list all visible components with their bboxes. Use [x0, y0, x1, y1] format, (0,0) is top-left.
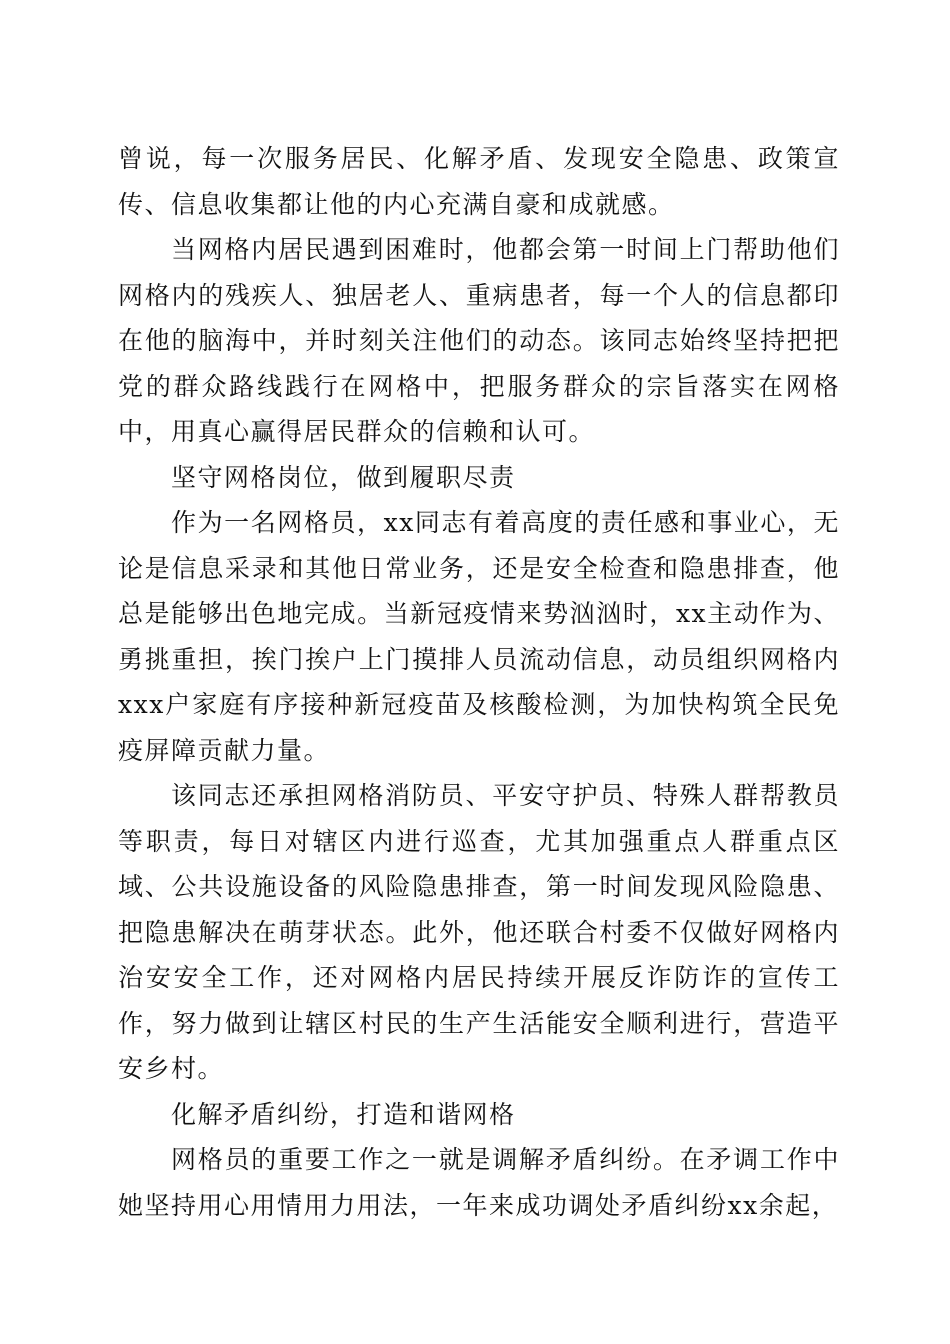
paragraph: 网格员的重要工作之一就是调解矛盾纠纷。在矛调工作中她坚持用心用情用力用法，一年来成功调处矛盾纠纷xx余起， [118, 1145, 840, 1220]
paragraph: 当网格内居民遇到困难时，他都会第一时间上门帮助他们网格内的残疾人、独居老人、重病患者，每一个人的信息都印在他的脑海中，并时刻关注他们的动态。该同志始终坚持把把党的群众路线践行在网格中，把服务群众的宗旨落实在网格中，用真心赢得居民群众的信赖和认可。 [118, 235, 840, 446]
section-heading: 化解矛盾纠纷，打造和谐网格 [171, 1099, 516, 1129]
paragraph: 该同志还承担网格消防员、平安守护员、特殊人群帮教员等职责，每日对辖区内进行巡查，尤其加强重点人群重点区域、公共设施设备的风险隐患排查，第一时间发现风险隐患、把隐患解决在萌芽状态。此外，他还联合村委不仅做好网格内治安安全工作，还对网格内居民持续开展反诈防诈的宣传工作，努力做到让辖区村民的生产生活能安全顺利进行，营造平安乡村。 [118, 781, 840, 1083]
paragraph-continuation: 曾说，每一次服务居民、化解矛盾、发现安全隐患、政策宣传、信息收集都让他的内心充满自豪和成就感。 [118, 144, 840, 219]
section-heading: 坚守网格岗位，做到履职尽责 [171, 462, 516, 492]
document-body [118, 136, 840, 1228]
paragraph: 作为一名网格员，xx同志有着高度的责任感和事业心，无论是信息采录和其他日常业务，还是安全检查和隐患排查，他总是能够出色地完成。当新冠疫情来势汹汹时，xx主动作为、勇挑重担，挨门挨户上门摸排人员流动信息，动员组织网格内xxx户家庭有序接种新冠疫苗及核酸检测，为加快构筑全民免疫屏障贡献力量。 [118, 508, 840, 765]
